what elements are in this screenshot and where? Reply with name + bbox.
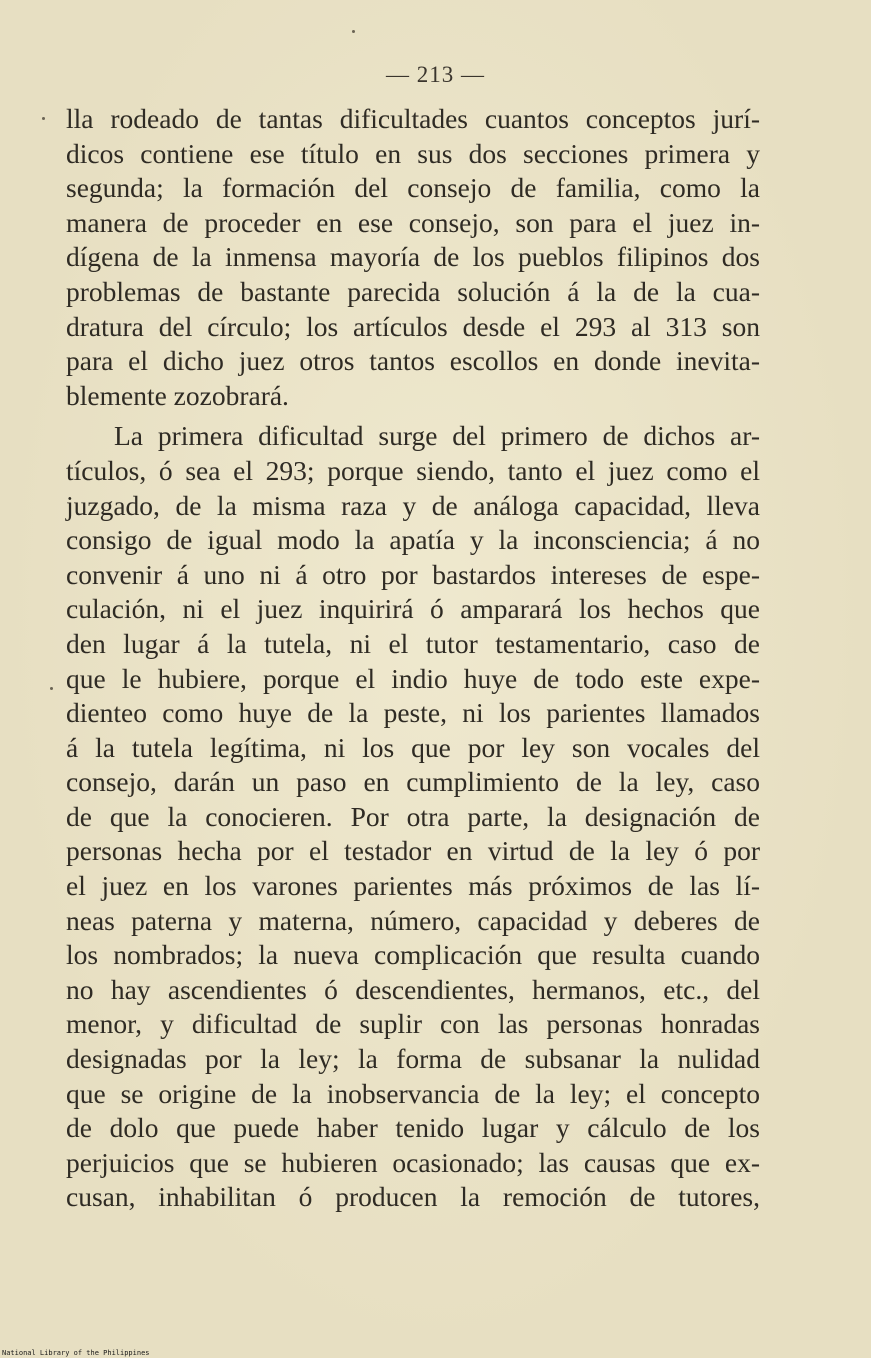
text-line: cusan, inhabilitan ó producen la remoción de tutores, (66, 1181, 760, 1213)
text-line: lla rodeado de tantas dificultades cuantos conceptos jurí- (66, 103, 760, 134)
body-text (66, 102, 760, 1215)
text-line: neas paterna y materna, número, capacidad y deberes de (66, 904, 760, 936)
text-line: dienteo como huye de la peste, ni los parientes llamados (66, 697, 760, 729)
text-line: de dolo que puede haber tenido lugar y cálculo de los (66, 1112, 760, 1144)
text-line: el juez en los varones parientes más próximos de las lí- (66, 870, 760, 902)
text-line: problemas de bastante parecida solución á la de la cua- (66, 275, 760, 307)
text-line: segunda; la formación del consejo de familia, como la (66, 172, 760, 204)
text-line: designadas por la ley; la forma de subsanar la nulidad (66, 1043, 760, 1075)
paragraph (66, 102, 760, 413)
text-line: dicos contiene ese título en sus dos secciones primera y (66, 137, 760, 169)
library-footer: National Library of the Philippines (2, 1349, 150, 1357)
text-line: que se origine de la inobservancia de la ley; el concepto (66, 1077, 760, 1109)
text-line: culación, ni el juez inquirirá ó amparará los hechos que (66, 593, 760, 625)
text-line: perjuicios que se hubieren ocasionado; las causas que ex- (66, 1146, 760, 1178)
text-line: para el dicho juez otros tantos escollos en donde inevita- (66, 345, 760, 377)
text-line: consigo de igual modo la apatía y la inconsciencia; á no (66, 524, 760, 556)
text-line: La primera dificultad surge del primero de dichos ar- (114, 420, 760, 452)
text-line: convenir á uno ni á otro por bastardos intereses de espe- (66, 558, 760, 590)
text-line: no hay ascendientes ó descendientes, hermanos, etc., del (66, 973, 760, 1005)
page-number: — 213 — (386, 62, 485, 87)
paragraph (66, 419, 760, 1215)
text-line: personas hecha por el testador en virtud de la ley ó por (66, 835, 760, 867)
margin-speck (50, 687, 53, 690)
text-line: dratura del círculo; los artículos desde el 293 al 313 son (66, 310, 760, 342)
text-line: menor, y dificultad de suplir con las personas honradas (66, 1008, 760, 1040)
margin-speck (352, 30, 355, 33)
text-line: blemente zozobrará. (66, 379, 289, 411)
text-line: que le hubiere, porque el indio huye de todo este expe- (66, 662, 760, 694)
text-line: consejo, darán un paso en cumplimiento de la ley, caso (66, 766, 760, 798)
text-line: den lugar á la tutela, ni el tutor testamentario, caso de (66, 627, 760, 659)
text-line: juzgado, de la misma raza y de análoga capacidad, lleva (66, 489, 760, 521)
margin-speck (42, 117, 45, 120)
text-line: de que la conocieren. Por otra parte, la designación de (66, 800, 760, 832)
text-line: á la tutela legítima, ni los que por ley son vocales del (66, 731, 760, 763)
text-line: dígena de la inmensa mayoría de los pueblos filipinos dos (66, 241, 760, 273)
text-line: tículos, ó sea el 293; porque siendo, tanto el juez como el (66, 454, 760, 486)
text-line: manera de proceder en ese consejo, son para el juez in- (66, 206, 760, 238)
text-line: los nombrados; la nueva complicación que resulta cuando (66, 939, 760, 971)
